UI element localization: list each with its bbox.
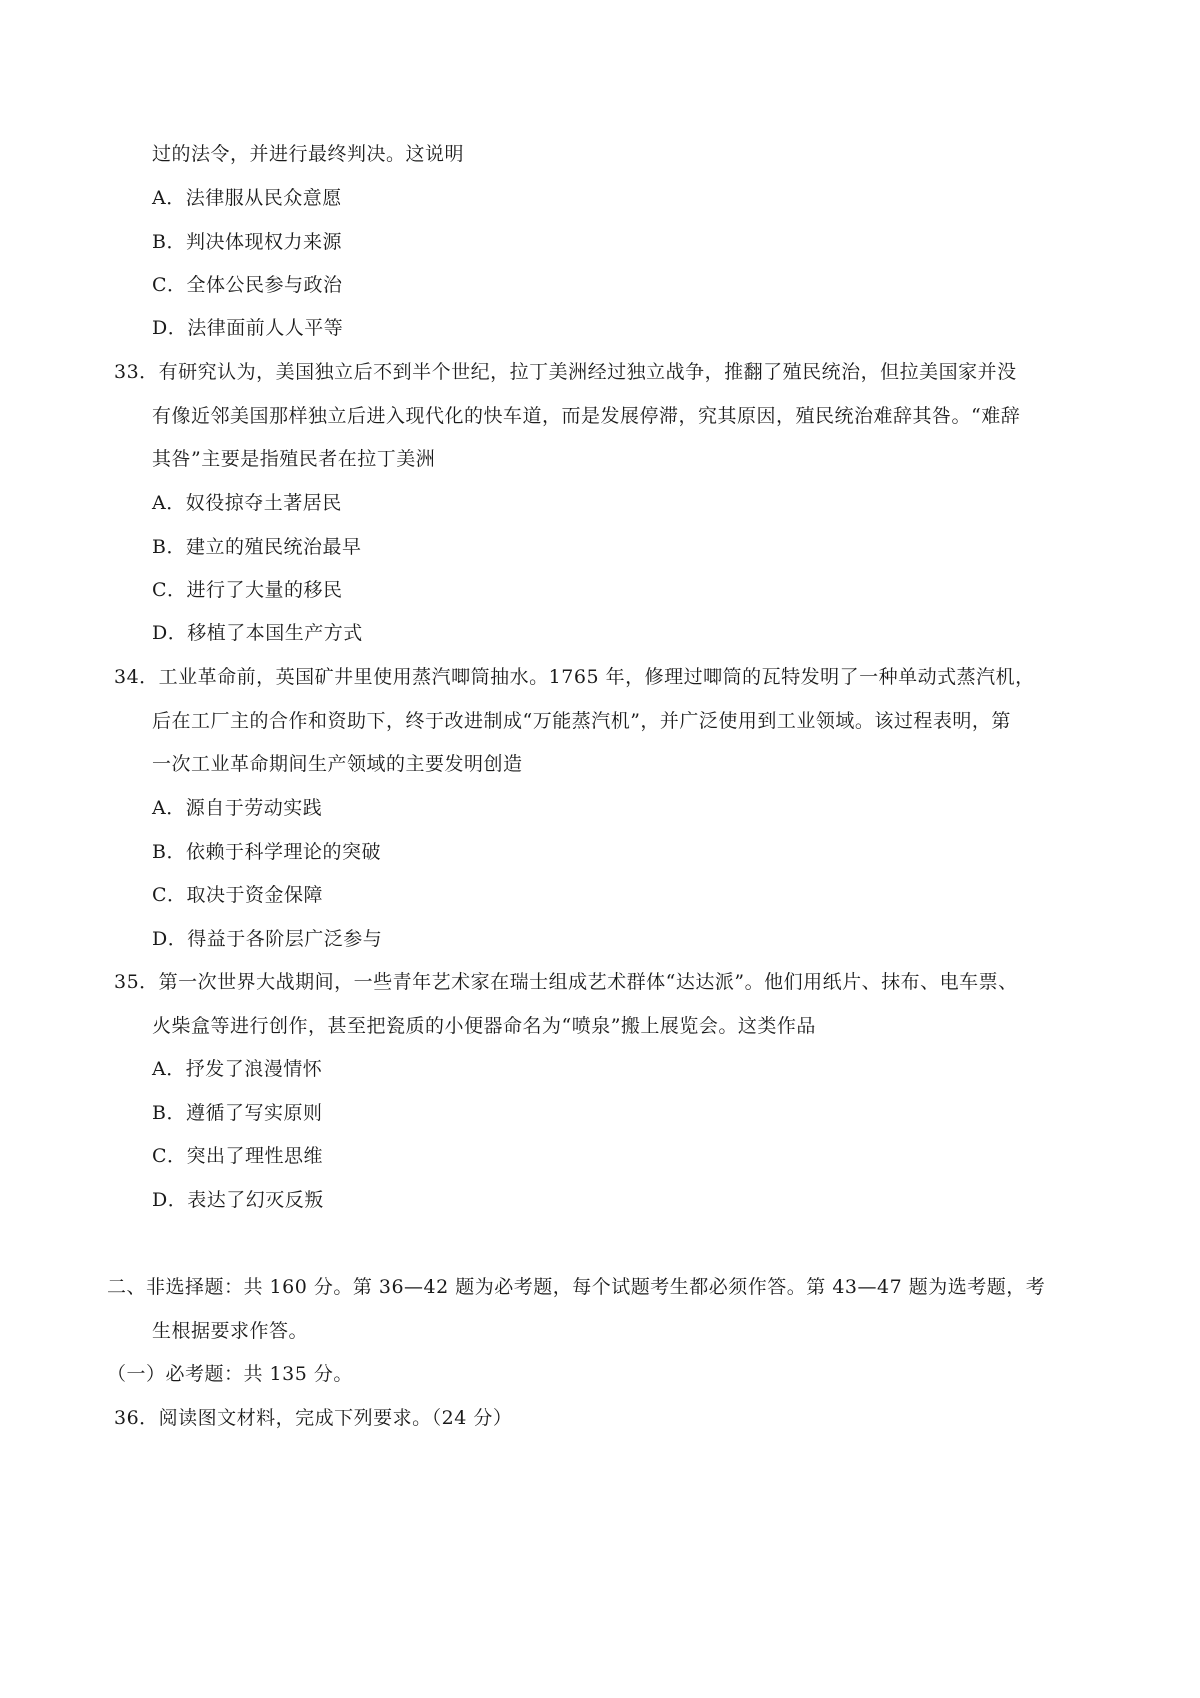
section2-heading-line-1: 二、非选择题：共 160 分。第 36—42 题为必考题，每个试题考生都必须作答。第 43—47 题为选考题，考	[107, 1276, 1046, 1298]
q35-option-d: D．表达了幻灭反叛	[152, 1189, 324, 1211]
q33-stem-line-3: 其咎”主要是指殖民者在拉丁美洲	[152, 448, 436, 470]
q35-option-c: C．突出了理性思维	[152, 1145, 324, 1167]
q34-stem-line-1: 34．工业革命前，英国矿井里使用蒸汽唧筒抽水。1765 年，修理过唧筒的瓦特发明了一种单动式蒸汽机，	[114, 666, 1035, 688]
q32-option-d: D．法律面前人人平等	[152, 317, 344, 339]
q34-option-a: A．源自于劳动实践	[152, 797, 323, 819]
q33-option-a: A．奴役掠夺土著居民	[152, 492, 342, 514]
q33-stem-line-2: 有像近邻美国那样独立后进入现代化的快车道，而是发展停滞，究其原因，殖民统治难辞其咎。“难辞	[152, 405, 1021, 427]
q35-option-b: B．遵循了写实原则	[152, 1102, 323, 1124]
q33-option-c: C．进行了大量的移民	[152, 579, 343, 601]
q32-option-c: C．全体公民参与政治	[152, 274, 343, 296]
q33-stem-line-1: 33．有研究认为，美国独立后不到半个世纪，拉丁美洲经过独立战争，推翻了殖民统治，但拉美国家并没	[114, 361, 1017, 383]
q34-stem-line-3: 一次工业革命期间生产领域的主要发明创造	[152, 753, 523, 775]
q35-option-a: A．抒发了浪漫情怀	[152, 1058, 323, 1080]
q33-option-d: D．移植了本国生产方式	[152, 622, 363, 644]
q32-option-a: A．法律服从民众意愿	[152, 187, 342, 209]
q33-option-b: B．建立的殖民统治最早	[152, 536, 362, 558]
q34-option-c: C．取决于资金保障	[152, 884, 324, 906]
q32-continuation: 过的法令，并进行最终判决。这说明	[152, 143, 465, 165]
q36-stem: 36．阅读图文材料，完成下列要求。（24 分）	[114, 1407, 513, 1429]
q34-option-b: B．依赖于科学理论的突破	[152, 841, 381, 863]
section2-heading-line-2: 生根据要求作答。	[152, 1320, 309, 1342]
q35-stem-line-2: 火柴盒等进行创作，甚至把瓷质的小便器命名为“喷泉”搬上展览会。这类作品	[152, 1015, 816, 1037]
q34-stem-line-2: 后在工厂主的合作和资助下，终于改进制成“万能蒸汽机”，并广泛使用到工业领域。该过程表明，第	[152, 710, 1011, 732]
section2-sub-heading: （一）必考题：共 135 分。	[107, 1363, 353, 1385]
q34-option-d: D．得益于各阶层广泛参与	[152, 928, 383, 950]
q35-stem-line-1: 35．第一次世界大战期间，一些青年艺术家在瑞士组成艺术群体“达达派”。他们用纸片、抹布、电车票、	[114, 971, 1018, 993]
q32-option-b: B．判决体现权力来源	[152, 231, 342, 253]
